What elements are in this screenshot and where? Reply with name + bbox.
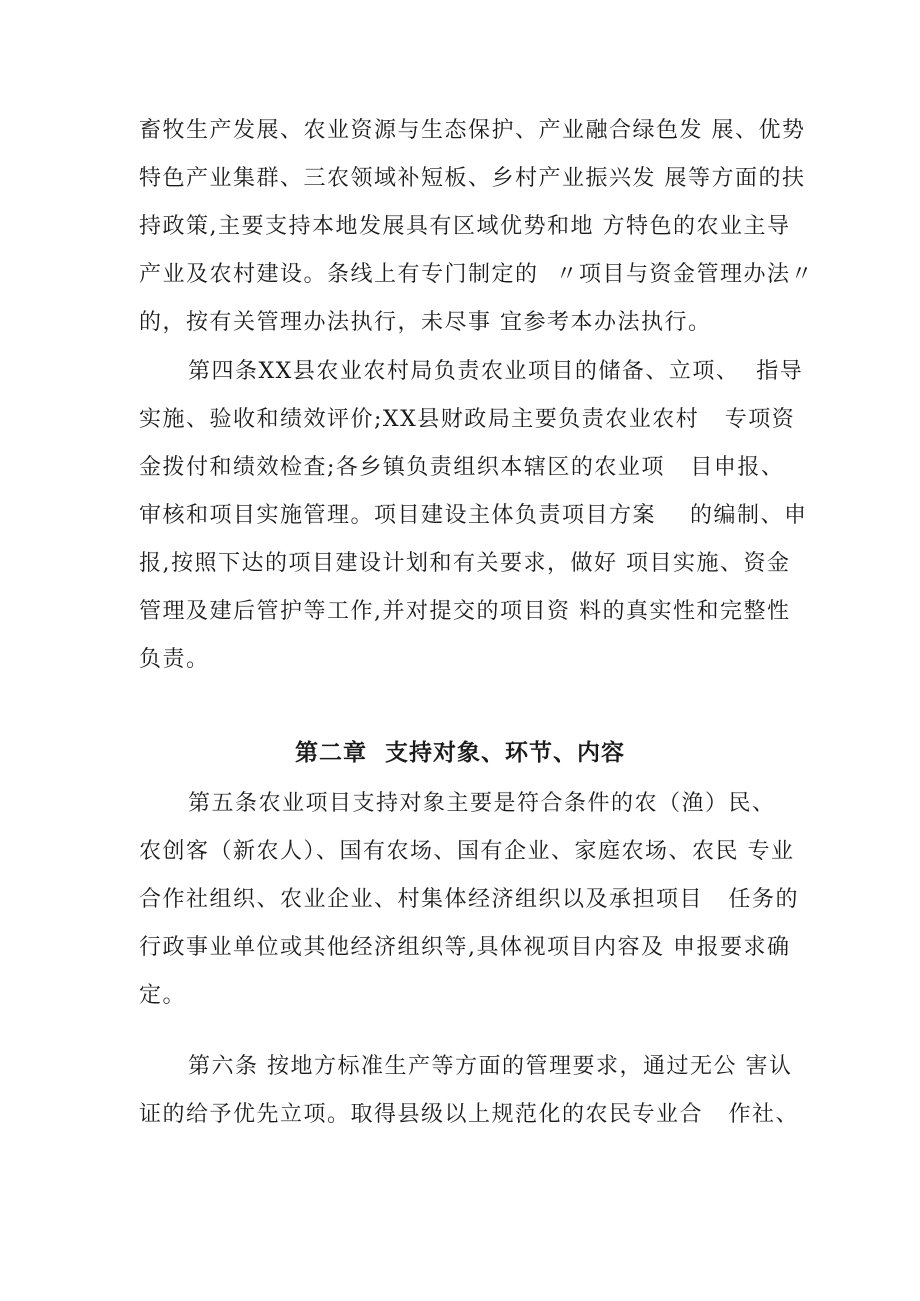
- text-line: 实施、验收和绩效评价;XX县财政局主要负责农业农村 专项资: [139, 407, 796, 432]
- text-line: 证的给予优先立项。取得县级以上规范化的农民专业合 作社、: [139, 1102, 799, 1127]
- chapter-heading: 第二章 支持对象、环节、内容: [294, 740, 625, 766]
- text-line: 产业及农村建设。条线上有专门制定的 〃项目与资金管理办法〃: [139, 262, 814, 287]
- text-line: 行政事业单位或其他经济组织等,具体视项目内容及 申报要求确: [139, 935, 791, 960]
- text-line: 持政策,主要支持本地发展具有区域优势和地 方特色的农业主导: [139, 214, 791, 239]
- text-line: 第四条XX县农业农村局负责农业项目的储备、立项、 指导: [188, 359, 804, 384]
- text-line: 金拨付和绩效检査;各乡镇负责组织本辖区的农业项 目申报、: [139, 455, 785, 480]
- text-line: 负责。: [139, 647, 210, 672]
- text-line: 畜牧生产发展、农业资源与生态保护、产业融合绿色发 展、优势: [139, 118, 806, 143]
- text-line: 第五条农业项目支持对象主要是符合条件的农（渔）民、: [188, 791, 776, 816]
- text-line: 合作社组织、农业企业、村集体经济组织以及承担项目 任务的: [139, 887, 799, 912]
- text-line: 审核和项目实施管理。项目建设主体负责项目方案 的编制、申: [139, 503, 808, 528]
- text-line: 定。: [139, 983, 187, 1008]
- text-line: 报,按照下达的项目建设计划和有关要求，做好 项目实施、资金: [139, 551, 791, 576]
- text-line: 的，按有关管理办法执行，未尽事 宜参考本办法执行。: [139, 310, 712, 335]
- text-line: 第六条 按地方标准生产等方面的管理要求，通过无公 害认: [188, 1054, 793, 1079]
- text-line: 农创客（新农人）、国有农场、国有企业、家庭农场、农民 专业: [139, 839, 795, 864]
- text-line: 特色产业集群、三农领域补短板、乡村产业振兴发 展等方面的扶: [139, 166, 806, 191]
- text-line: 管理及建后管护等工作,并对提交的项目资 料的真实性和完整性: [139, 599, 791, 624]
